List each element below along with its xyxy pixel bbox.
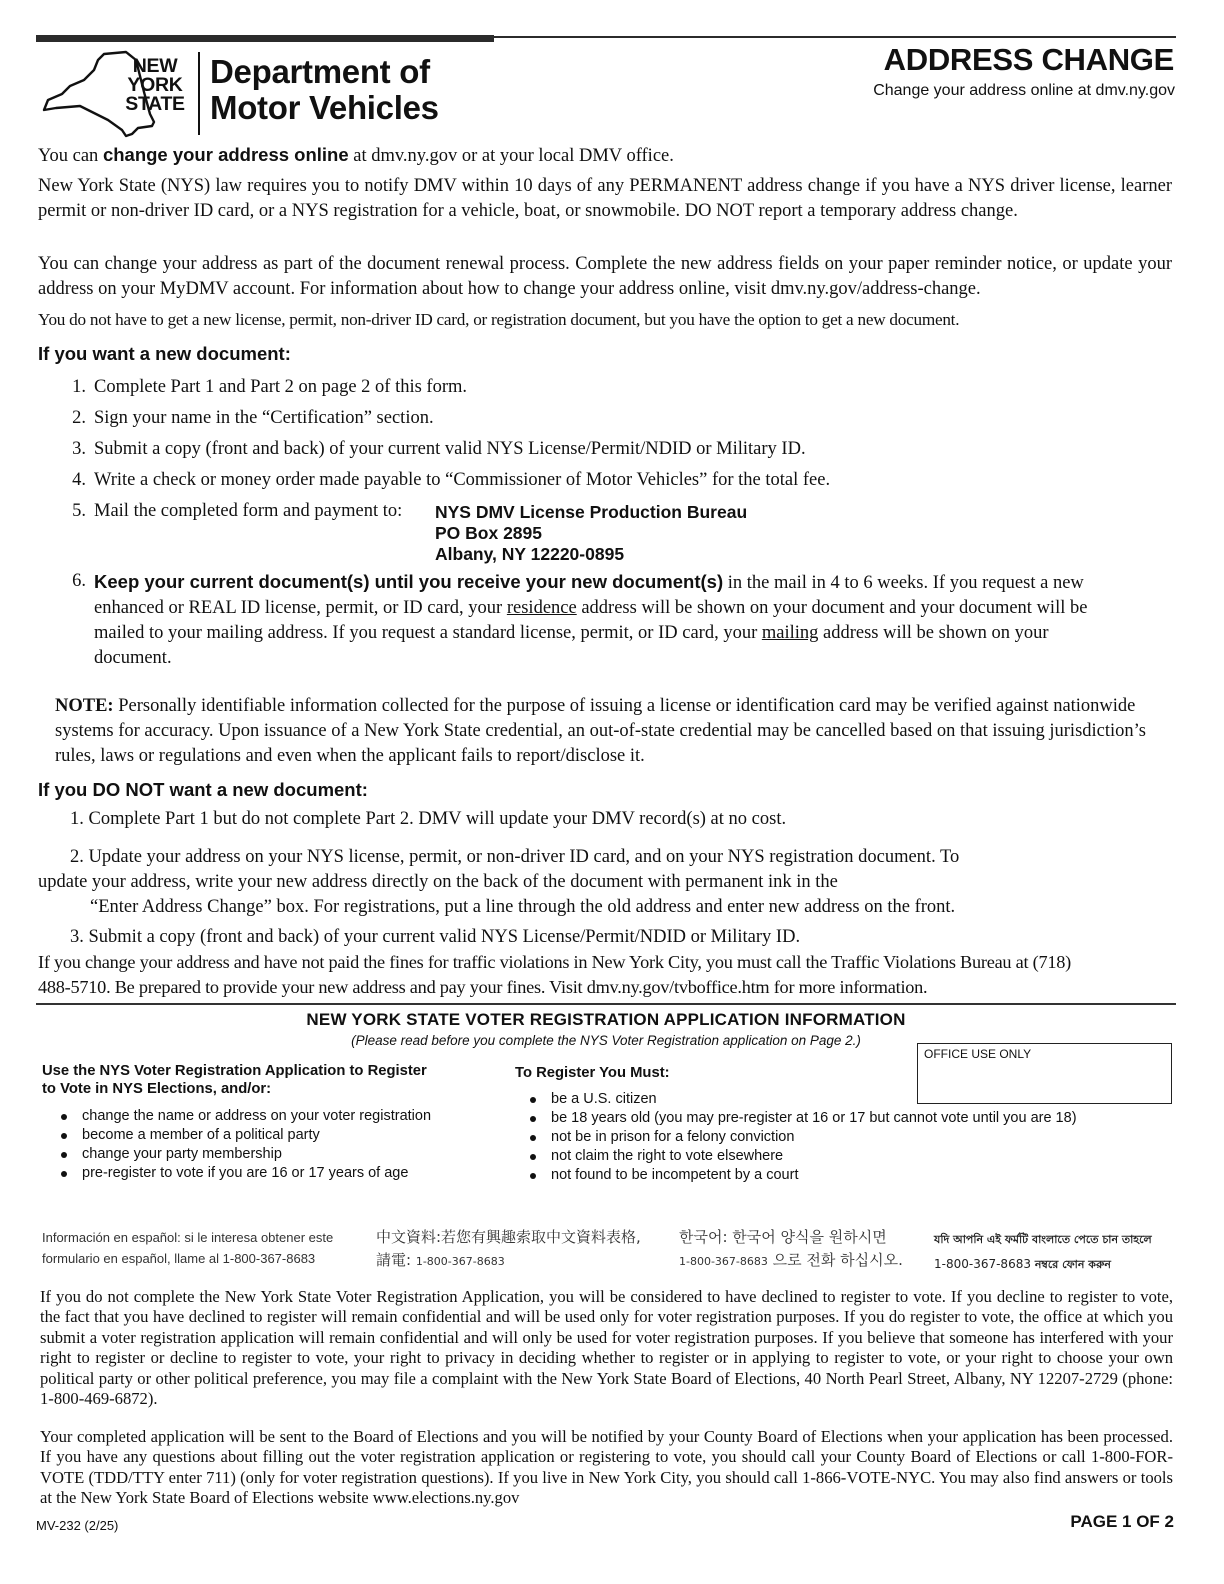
list-item: not be in prison for a felony conviction bbox=[521, 1128, 1161, 1147]
list-item: 4. Write a check or money order made payable to “Commissioner of Motor Vehicles” for the total fee. bbox=[72, 470, 831, 490]
intro-paragraph-2: New York State (NYS) law requires you to notify DMV within 10 days of any PERMANENT address change if you have a NYS driver license, learner permit or non-driver ID card, or a NYS registration for a vehicle, boat, or snowmobile. DO NOT report a temporary address change. bbox=[38, 176, 1172, 221]
no-doc-item-2-line-1: 2. Update your address on your NYS license, permit, or non-driver ID card, and on your NYS registration document. To bbox=[70, 847, 960, 867]
list-item: be a U.S. citizen bbox=[521, 1090, 1161, 1109]
logo-divider bbox=[198, 52, 200, 135]
agency-line-1: Department of bbox=[210, 53, 430, 90]
voter-left-heading: Use the NYS Voter Registration Application to Register to Vote in NYS Elections, and/or: bbox=[42, 1063, 427, 1097]
no-doc-item-1: 1. Complete Part 1 but do not complete Part 2. DMV will update your DMV record(s) at no cost. bbox=[70, 809, 787, 829]
voter-left-list bbox=[52, 1107, 492, 1183]
list-item: pre-register to vote if you are 16 or 17 years of age bbox=[52, 1164, 492, 1183]
list-item: be 18 years old (you may pre-register at 16 or 17 but cannot vote until you are 18) bbox=[521, 1109, 1161, 1128]
no-doc-item-2-line-3: “Enter Address Change” box. For registrations, put a line through the old address and enter new address on the front. bbox=[90, 897, 956, 917]
voter-paragraph-1: If you do not complete the New York State Voter Registration Application, you will be considered to have declined to register to vote. If you decline to register to vote, the fact that you have declined to register will remain confidential and will be used only for voter registration purposes. If you do register to vote, the office at which you submit a voter registration application will remain confidential and will only be used for voter registration purposes. If you believe that someone has interfered with your right to register or decline to register to vote, your right to privacy in deciding whether to register or in applying to register to vote, or your right to choose your own political party or other political preference, you may file a complaint with the New York State Board of Elections, 40 North Pearl Street, Albany, NY 12207-2729 (phone: 1-800-469-6872). bbox=[40, 1287, 1173, 1409]
voter-heading: NEW YORK STATE VOTER REGISTRATION APPLICATION INFORMATION bbox=[306, 1010, 906, 1029]
no-doc-item-3: 3. Submit a copy (front and back) of your current valid NYS License/Permit/NDID or Military ID. bbox=[70, 927, 801, 947]
list-item: change your party membership bbox=[52, 1145, 492, 1164]
note-paragraph: NOTE: Personally identifiable information collected for the purpose of issuing a license or identification card may be verified against nationwide systems for accuracy. Upon issuance of a New York State credential, an out-of-state credential may be cancelled based on that issuing jurisdiction’s rules, laws or regulations and even when the applicant fails to report/disclose it. bbox=[55, 696, 1146, 766]
language-bengali: যদি আপনি এই ফর্মটি বাংলাতে পেতে চান তাহলে 1-800-367-8683 নম্বরে ফোন করুন bbox=[934, 1233, 1152, 1271]
fines-paragraph: If you change your address and have not paid the fines for traffic violations in New York City, you must call the Traffic Violations Bureau at (718) 488-5710. Be prepared to provide your new address and pay your fines. Visit dmv.ny.gov/tvboffice.htm for more information. bbox=[38, 952, 1072, 997]
nys-logo bbox=[40, 48, 200, 140]
page-subtitle: Change your address online at dmv.ny.gov bbox=[873, 82, 1175, 99]
top-rule-thick bbox=[36, 35, 494, 42]
list-item: 3. Submit a copy (front and back) of your current valid NYS License/Permit/NDID or Military ID. bbox=[72, 439, 806, 459]
page-number: PAGE 1 OF 2 bbox=[1070, 1512, 1174, 1531]
page-title: ADDRESS CHANGE bbox=[883, 42, 1174, 77]
list-item: 1. Complete Part 1 and Part 2 on page 2 of this form. bbox=[72, 377, 468, 397]
agency-name bbox=[210, 54, 439, 126]
list-item-6: 6. Keep your current document(s) until you receive your new document(s) in the mail in 4 to 6 weeks. If you request a new enhanced or REAL ID license, permit, or ID card, your residence address will be shown on your document and your document will be mailed to your mailing address. If you request a standard license, permit, or ID card, your mailing address will be shown on your document. bbox=[72, 571, 1088, 668]
mail-address: NYS DMV License Production Bureau PO Box 2895 Albany, NY 12220-0895 bbox=[435, 502, 748, 564]
list-item: change the name or address on your voter registration bbox=[52, 1107, 492, 1126]
language-korean: 한국어: 한국어 양식을 원하시면 1-800-367-8683 으로 전화 하십시오. bbox=[679, 1228, 903, 1269]
voter-subheading: (Please read before you complete the NYS Voter Registration application on Page 2.) bbox=[351, 1033, 861, 1048]
no-document-heading: If you DO NOT want a new document: bbox=[38, 779, 368, 800]
no-doc-item-2-line-2: update your address, write your new address directly on the back of the document with permanent ink in the bbox=[38, 872, 838, 892]
language-chinese: 中文資料:若您有興趣索取中文資料表格, 請電: 1-800-367-8683 bbox=[376, 1228, 641, 1269]
form-id: MV-232 (2/25) bbox=[36, 1518, 119, 1533]
top-rule-thin bbox=[494, 36, 1176, 38]
list-item: become a member of a political party bbox=[52, 1126, 492, 1145]
list-item: not claim the right to vote elsewhere bbox=[521, 1147, 1161, 1166]
agency-line-2: Motor Vehicles bbox=[210, 89, 439, 126]
logo-text: NEW YORK STATE bbox=[125, 55, 185, 115]
voter-right-list bbox=[521, 1090, 1161, 1185]
voter-right-heading: To Register You Must: bbox=[515, 1065, 670, 1081]
voter-paragraph-2: Your completed application will be sent to the Board of Elections and you will be notified by your County Board of Elections when your application has been processed. If you have any questions about filling out the voter registration application or registering to vote, you should call your County Board of Elections or call 1-800-FOR-VOTE (TDD/TTY enter 711) (only for voter registration questions). If you live in New York City, you should call 1-866-VOTE-NYC. You may also find answers or tools at the New York State Board of Elections website www.elections.ny.gov bbox=[40, 1427, 1173, 1508]
list-item: not found to be incompetent by a court bbox=[521, 1166, 1161, 1185]
list-item: 5. Mail the completed form and payment to: bbox=[72, 501, 403, 521]
intro-paragraph-3: You can change your address as part of the document renewal process. Complete the new address fields on your paper reminder notice, or update your address on your MyDMV account. For information about how to change your address online, visit dmv.ny.gov/address-change. bbox=[38, 254, 1172, 299]
list-item: 2. Sign your name in the “Certification” section. bbox=[72, 408, 434, 428]
language-spanish: Información en español: si le interesa obtener este formulario en español, llame al 1-800-367-8683 bbox=[42, 1230, 334, 1266]
new-document-heading: If you want a new document: bbox=[38, 343, 291, 364]
intro-paragraph-4: You do not have to get a new license, permit, non-driver ID card, or registration document, but you have the option to get a new document. bbox=[38, 310, 960, 329]
office-use-label: OFFICE USE ONLY bbox=[924, 1047, 1032, 1061]
intro-paragraph-1: You can change your address online at dmv.ny.gov or at your local DMV office. bbox=[38, 144, 674, 166]
section-divider bbox=[36, 1003, 1176, 1005]
